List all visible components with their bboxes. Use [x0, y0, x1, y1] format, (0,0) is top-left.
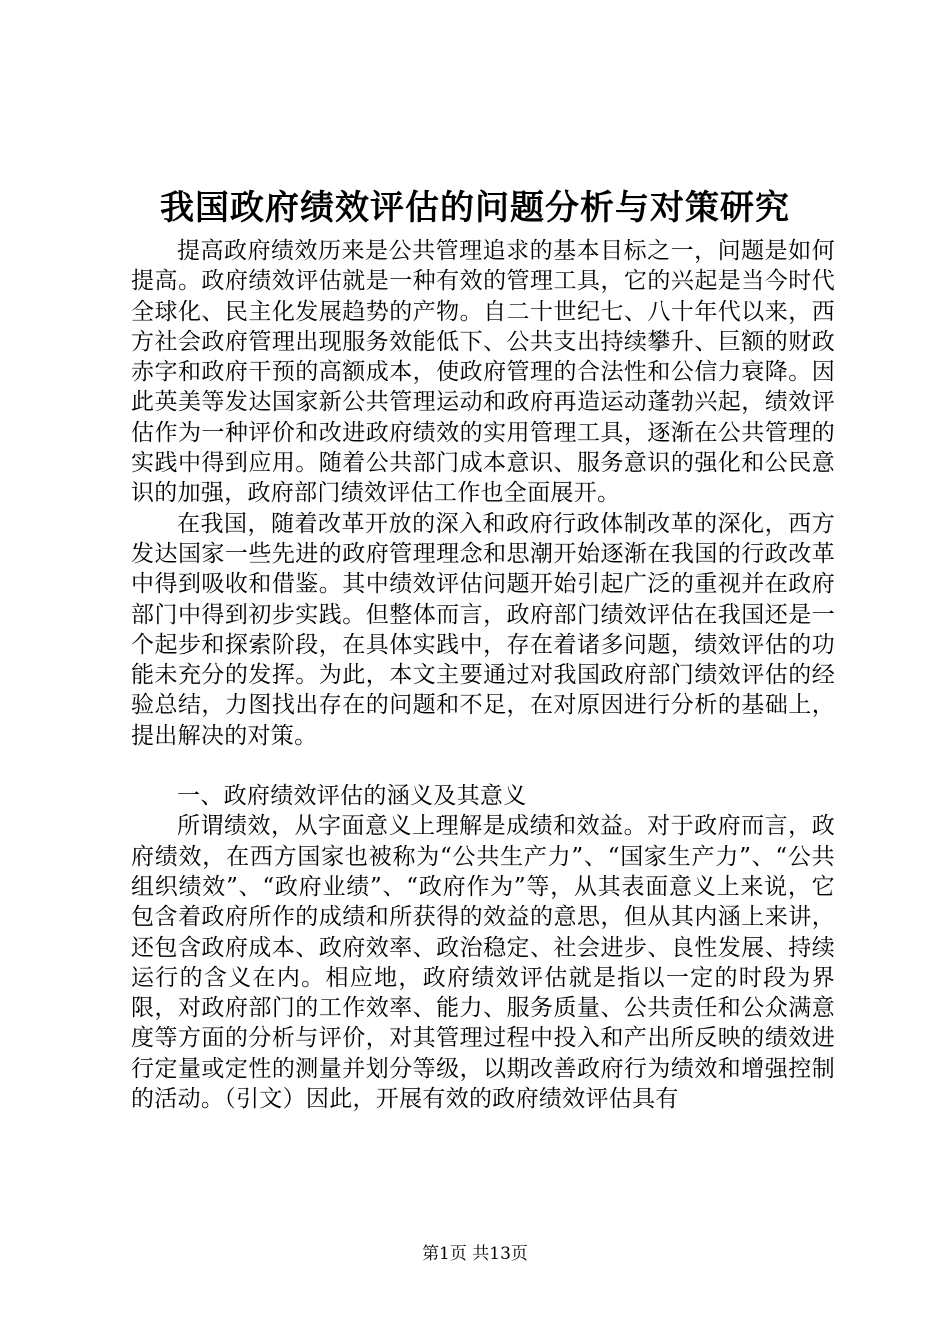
section-heading: 一、政府绩效评估的涵义及其意义	[177, 783, 527, 810]
document-title: 我国政府绩效评估的问题分析与对策研究	[160, 188, 790, 228]
body-paragraph: 所谓绩效，从字面意义上理解是成绩和效益。对于政府而言，政府绩效，在西方国家也被称为“公共生产力”、“国家生产力”、“公共组织绩效”、“政府业绩”、“政府作为”等，从其表面意义上来说，它包含着政府所作的成绩和所获得的效益的意思，但从其内涵上来讲，还包含政府成本、政府效率、政治稳定、社会进步、良性发展、持续运行的含义在内。相应地，政府绩效评估就是指以一定的时段为界限，对政府部门的工作效率、能力、服务质量、公共责任和公众满意度等方面的分析与评价，对其管理过程中投入和产出所反映的绩效进行定量或定性的测量并划分等级，以期改善政府行为绩效和增强控制的活动。（引文）因此，开展有效的政府绩效评估具有	[131, 813, 835, 1113]
document-body	[131, 236, 835, 1114]
body-paragraph: 在我国，随着改革开放的深入和政府行政体制改革的深化，西方发达国家一些先进的政府管理理念和思潮开始逐渐在我国的行政改革中得到吸收和借鉴。其中绩效评估问题开始引起广泛的重视并在政府部门中得到初步实践。但整体而言，政府部门绩效评估在我国还是一个起步和探索阶段，在具体实践中，存在着诸多问题，绩效评估的功能未充分的发挥。为此，本文主要通过对我国政府部门绩效评估的经验总结，力图找出存在的问题和不足，在对原因进行分析的基础上，提出解决的对策。	[131, 510, 835, 749]
body-paragraph: 提高政府绩效历来是公共管理追求的基本目标之一，问题是如何提高。政府绩效评估就是一种有效的管理工具，它的兴起是当今时代全球化、民主化发展趋势的产物。自二十世纪七、八十年代以来，西方社会政府管理出现服务效能低下、公共支出持续攀升、巨额的财政赤字和政府干预的高额成本，使政府管理的合法性和公信力衰降。因此英美等发达国家新公共管理运动和政府再造运动蓬勃兴起，绩效评估作为一种评价和改进政府绩效的实用管理工具，逐渐在公共管理的实践中得到应用。随着公共部门成本意识、服务意识的强化和公民意识的加强，政府部门绩效评估工作也全面展开。	[131, 238, 835, 507]
page-footer: 第1页 共13页	[422, 1244, 528, 1264]
